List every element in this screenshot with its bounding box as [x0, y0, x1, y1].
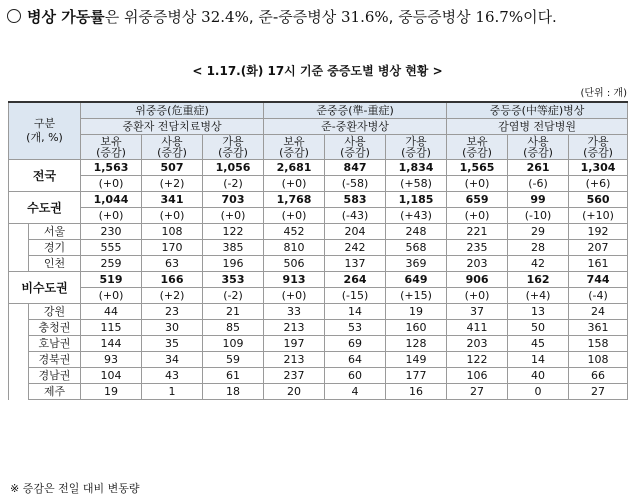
table-row	[9, 352, 628, 368]
value-cell: 204	[325, 224, 386, 240]
value-cell: 109	[203, 336, 264, 352]
change-cell: (+0)	[447, 176, 508, 192]
value-cell: 161	[569, 256, 628, 272]
value-cell: 1,768	[264, 192, 325, 208]
change-cell: (+0)	[203, 208, 264, 224]
category-unit: (개, %)	[26, 131, 63, 144]
column-header-label: 사용	[527, 135, 549, 148]
value-cell: 913	[264, 272, 325, 288]
value-cell: 261	[508, 160, 569, 176]
value-cell: 411	[447, 320, 508, 336]
indent-cell	[9, 320, 29, 336]
value-cell: 16	[386, 384, 447, 400]
value-cell: 19	[81, 384, 142, 400]
value-cell: 341	[142, 192, 203, 208]
headline-text-b: , 준-중증병상	[248, 8, 341, 26]
value-cell: 106	[447, 368, 508, 384]
value-cell: 213	[264, 320, 325, 336]
headline-value-c: 16.7%	[475, 8, 524, 26]
column-header-label: 가용	[405, 135, 427, 148]
value-cell: 1	[142, 384, 203, 400]
headline-value-b: 31.6%	[341, 8, 389, 26]
value-cell: 0	[508, 384, 569, 400]
value-cell: 34	[142, 352, 203, 368]
value-cell: 213	[264, 352, 325, 368]
value-cell: 137	[325, 256, 386, 272]
subregion-name: 서울	[29, 224, 81, 240]
table-row	[9, 320, 628, 336]
value-cell: 14	[508, 352, 569, 368]
headline-value-a: 32.4%	[201, 8, 249, 26]
table-row	[9, 192, 628, 208]
value-cell: 18	[203, 384, 264, 400]
column-header-note: (증감)	[462, 146, 492, 159]
value-cell: 42	[508, 256, 569, 272]
indent-cell	[9, 256, 29, 272]
value-cell: 108	[142, 224, 203, 240]
group1-header: 위중증(危重症)	[81, 102, 264, 119]
change-cell: (-2)	[203, 288, 264, 304]
value-cell: 452	[264, 224, 325, 240]
value-cell: 63	[142, 256, 203, 272]
change-cell: (+0)	[447, 288, 508, 304]
column-header-own	[81, 135, 142, 160]
value-cell: 659	[447, 192, 508, 208]
column-header-avail	[203, 135, 264, 160]
column-header-note: (증감)	[218, 146, 248, 159]
value-cell: 93	[81, 352, 142, 368]
change-cell: (-58)	[325, 176, 386, 192]
change-cell: (-6)	[508, 176, 569, 192]
table-row	[9, 160, 628, 176]
value-cell: 122	[447, 352, 508, 368]
value-cell: 27	[569, 384, 628, 400]
value-cell: 19	[386, 304, 447, 320]
change-cell: (-10)	[508, 208, 569, 224]
change-cell: (-4)	[569, 288, 628, 304]
table-row	[9, 384, 628, 400]
value-cell: 264	[325, 272, 386, 288]
value-cell: 203	[447, 336, 508, 352]
value-cell: 1,565	[447, 160, 508, 176]
value-cell: 248	[386, 224, 447, 240]
value-cell: 4	[325, 384, 386, 400]
category-label: 구분	[33, 117, 56, 130]
value-cell: 66	[569, 368, 628, 384]
group2-header: 준중증(準-重症)	[264, 102, 447, 119]
column-header-use	[142, 135, 203, 160]
value-cell: 162	[508, 272, 569, 288]
change-cell: (-15)	[325, 288, 386, 304]
value-cell: 235	[447, 240, 508, 256]
subregion-name: 경북권	[29, 352, 81, 368]
column-header-label: 사용	[161, 135, 183, 148]
value-cell: 24	[569, 304, 628, 320]
value-cell: 177	[386, 368, 447, 384]
footnote: ※ 증감은 전일 대비 변동량	[10, 482, 140, 495]
table-title: < 1.17.(화) 17시 기준 중증도별 병상 현황 >	[192, 64, 443, 78]
value-cell: 369	[386, 256, 447, 272]
change-cell: (+0)	[264, 176, 325, 192]
value-cell: 13	[508, 304, 569, 320]
change-cell: (-43)	[325, 208, 386, 224]
subregion-name: 충청권	[29, 320, 81, 336]
subregion-name: 인천	[29, 256, 81, 272]
column-header-avail	[386, 135, 447, 160]
change-cell: (+58)	[386, 176, 447, 192]
value-cell: 583	[325, 192, 386, 208]
value-cell: 99	[508, 192, 569, 208]
indent-cell	[9, 352, 29, 368]
group3-subheader: 감염병 전담병원	[447, 119, 628, 135]
change-cell: (+0)	[81, 288, 142, 304]
value-cell: 196	[203, 256, 264, 272]
indent-cell	[9, 240, 29, 256]
change-cell: (+0)	[264, 288, 325, 304]
value-cell: 128	[386, 336, 447, 352]
indent-cell	[9, 368, 29, 384]
value-cell: 847	[325, 160, 386, 176]
column-header-label: 보유	[100, 135, 122, 148]
indent-cell	[9, 384, 29, 400]
indent-cell	[9, 336, 29, 352]
category-header	[9, 102, 81, 160]
table-body	[9, 160, 628, 400]
headline-prefix: 병상 가동률	[27, 8, 105, 26]
value-cell: 104	[81, 368, 142, 384]
value-cell: 30	[142, 320, 203, 336]
region-name: 수도권	[9, 192, 81, 224]
value-cell: 50	[508, 320, 569, 336]
group1-subheader: 중환자 전담치료병상	[81, 119, 264, 135]
value-cell: 108	[569, 352, 628, 368]
column-header-label: 보유	[466, 135, 488, 148]
value-cell: 237	[264, 368, 325, 384]
value-cell: 259	[81, 256, 142, 272]
value-cell: 192	[569, 224, 628, 240]
change-cell: (+43)	[386, 208, 447, 224]
change-cell: (+0)	[81, 208, 142, 224]
table-row-change	[9, 288, 628, 304]
value-cell: 555	[81, 240, 142, 256]
change-cell: (+0)	[447, 208, 508, 224]
value-cell: 23	[142, 304, 203, 320]
value-cell: 519	[81, 272, 142, 288]
value-cell: 568	[386, 240, 447, 256]
value-cell: 33	[264, 304, 325, 320]
value-cell: 906	[447, 272, 508, 288]
column-header-label: 보유	[283, 135, 305, 148]
unit-label: (단위 : 개)	[580, 88, 627, 99]
headline-text-d: 이다.	[523, 8, 557, 26]
table-row	[9, 304, 628, 320]
value-cell: 1,304	[569, 160, 628, 176]
value-cell: 197	[264, 336, 325, 352]
value-cell: 122	[203, 224, 264, 240]
circle-bullet-icon	[7, 9, 21, 23]
value-cell: 166	[142, 272, 203, 288]
change-cell: (+15)	[386, 288, 447, 304]
value-cell: 1,834	[386, 160, 447, 176]
table-row	[9, 336, 628, 352]
value-cell: 64	[325, 352, 386, 368]
table-row	[9, 256, 628, 272]
column-header-note: (증감)	[157, 146, 187, 159]
value-cell: 361	[569, 320, 628, 336]
value-cell: 744	[569, 272, 628, 288]
column-header-own	[447, 135, 508, 160]
value-cell: 1,563	[81, 160, 142, 176]
indent-cell	[9, 304, 29, 320]
subregion-name: 강원	[29, 304, 81, 320]
value-cell: 507	[142, 160, 203, 176]
value-cell: 160	[386, 320, 447, 336]
region-name: 전국	[9, 160, 81, 192]
value-cell: 506	[264, 256, 325, 272]
value-cell: 810	[264, 240, 325, 256]
value-cell: 1,056	[203, 160, 264, 176]
value-cell: 61	[203, 368, 264, 384]
value-cell: 28	[508, 240, 569, 256]
change-cell: (+0)	[142, 208, 203, 224]
column-header-note: (증감)	[583, 146, 613, 159]
headline	[7, 6, 557, 27]
change-cell: (+4)	[508, 288, 569, 304]
value-cell: 385	[203, 240, 264, 256]
column-header-own	[264, 135, 325, 160]
column-header-note: (증감)	[96, 146, 126, 159]
value-cell: 230	[81, 224, 142, 240]
column-header-note: (증감)	[340, 146, 370, 159]
bed-status-table	[8, 101, 628, 400]
headline-text-c: , 중등증병상	[388, 8, 476, 26]
value-cell: 44	[81, 304, 142, 320]
subregion-name: 경남권	[29, 368, 81, 384]
indent-cell	[9, 224, 29, 240]
table-row-change	[9, 208, 628, 224]
value-cell: 27	[447, 384, 508, 400]
table-row	[9, 368, 628, 384]
value-cell: 242	[325, 240, 386, 256]
table-row	[9, 272, 628, 288]
value-cell: 45	[508, 336, 569, 352]
value-cell: 43	[142, 368, 203, 384]
group2-subheader: 준-중환자병상	[264, 119, 447, 135]
column-header-note: (증감)	[523, 146, 553, 159]
column-header-use	[508, 135, 569, 160]
subregion-name: 경기	[29, 240, 81, 256]
value-cell: 2,681	[264, 160, 325, 176]
value-cell: 60	[325, 368, 386, 384]
value-cell: 170	[142, 240, 203, 256]
column-header-label: 가용	[222, 135, 244, 148]
subregion-name: 호남권	[29, 336, 81, 352]
value-cell: 59	[203, 352, 264, 368]
value-cell: 649	[386, 272, 447, 288]
value-cell: 29	[508, 224, 569, 240]
value-cell: 115	[81, 320, 142, 336]
value-cell: 703	[203, 192, 264, 208]
value-cell: 144	[81, 336, 142, 352]
value-cell: 21	[203, 304, 264, 320]
value-cell: 35	[142, 336, 203, 352]
column-header-label: 사용	[344, 135, 366, 148]
value-cell: 85	[203, 320, 264, 336]
value-cell: 53	[325, 320, 386, 336]
value-cell: 37	[447, 304, 508, 320]
region-name: 비수도권	[9, 272, 81, 304]
change-cell: (+0)	[264, 208, 325, 224]
value-cell: 69	[325, 336, 386, 352]
value-cell: 14	[325, 304, 386, 320]
change-cell: (+2)	[142, 288, 203, 304]
value-cell: 221	[447, 224, 508, 240]
table-row	[9, 240, 628, 256]
change-cell: (+2)	[142, 176, 203, 192]
value-cell: 149	[386, 352, 447, 368]
change-cell: (+10)	[569, 208, 628, 224]
change-cell: (+0)	[81, 176, 142, 192]
column-header-avail	[569, 135, 628, 160]
value-cell: 203	[447, 256, 508, 272]
value-cell: 560	[569, 192, 628, 208]
column-header-note: (증감)	[401, 146, 431, 159]
value-cell: 40	[508, 368, 569, 384]
headline-text-a: 은 위중증병상	[104, 8, 202, 26]
change-cell: (-2)	[203, 176, 264, 192]
column-header-row	[9, 135, 628, 160]
value-cell: 158	[569, 336, 628, 352]
value-cell: 20	[264, 384, 325, 400]
column-header-note: (증감)	[279, 146, 309, 159]
subregion-name: 제주	[29, 384, 81, 400]
column-header-use	[325, 135, 386, 160]
column-header-label: 가용	[587, 135, 609, 148]
table-row	[9, 224, 628, 240]
group3-header: 중등증(中等症)병상	[447, 102, 628, 119]
change-cell: (+6)	[569, 176, 628, 192]
table-row-change	[9, 176, 628, 192]
value-cell: 1,185	[386, 192, 447, 208]
value-cell: 353	[203, 272, 264, 288]
value-cell: 1,044	[81, 192, 142, 208]
value-cell: 207	[569, 240, 628, 256]
